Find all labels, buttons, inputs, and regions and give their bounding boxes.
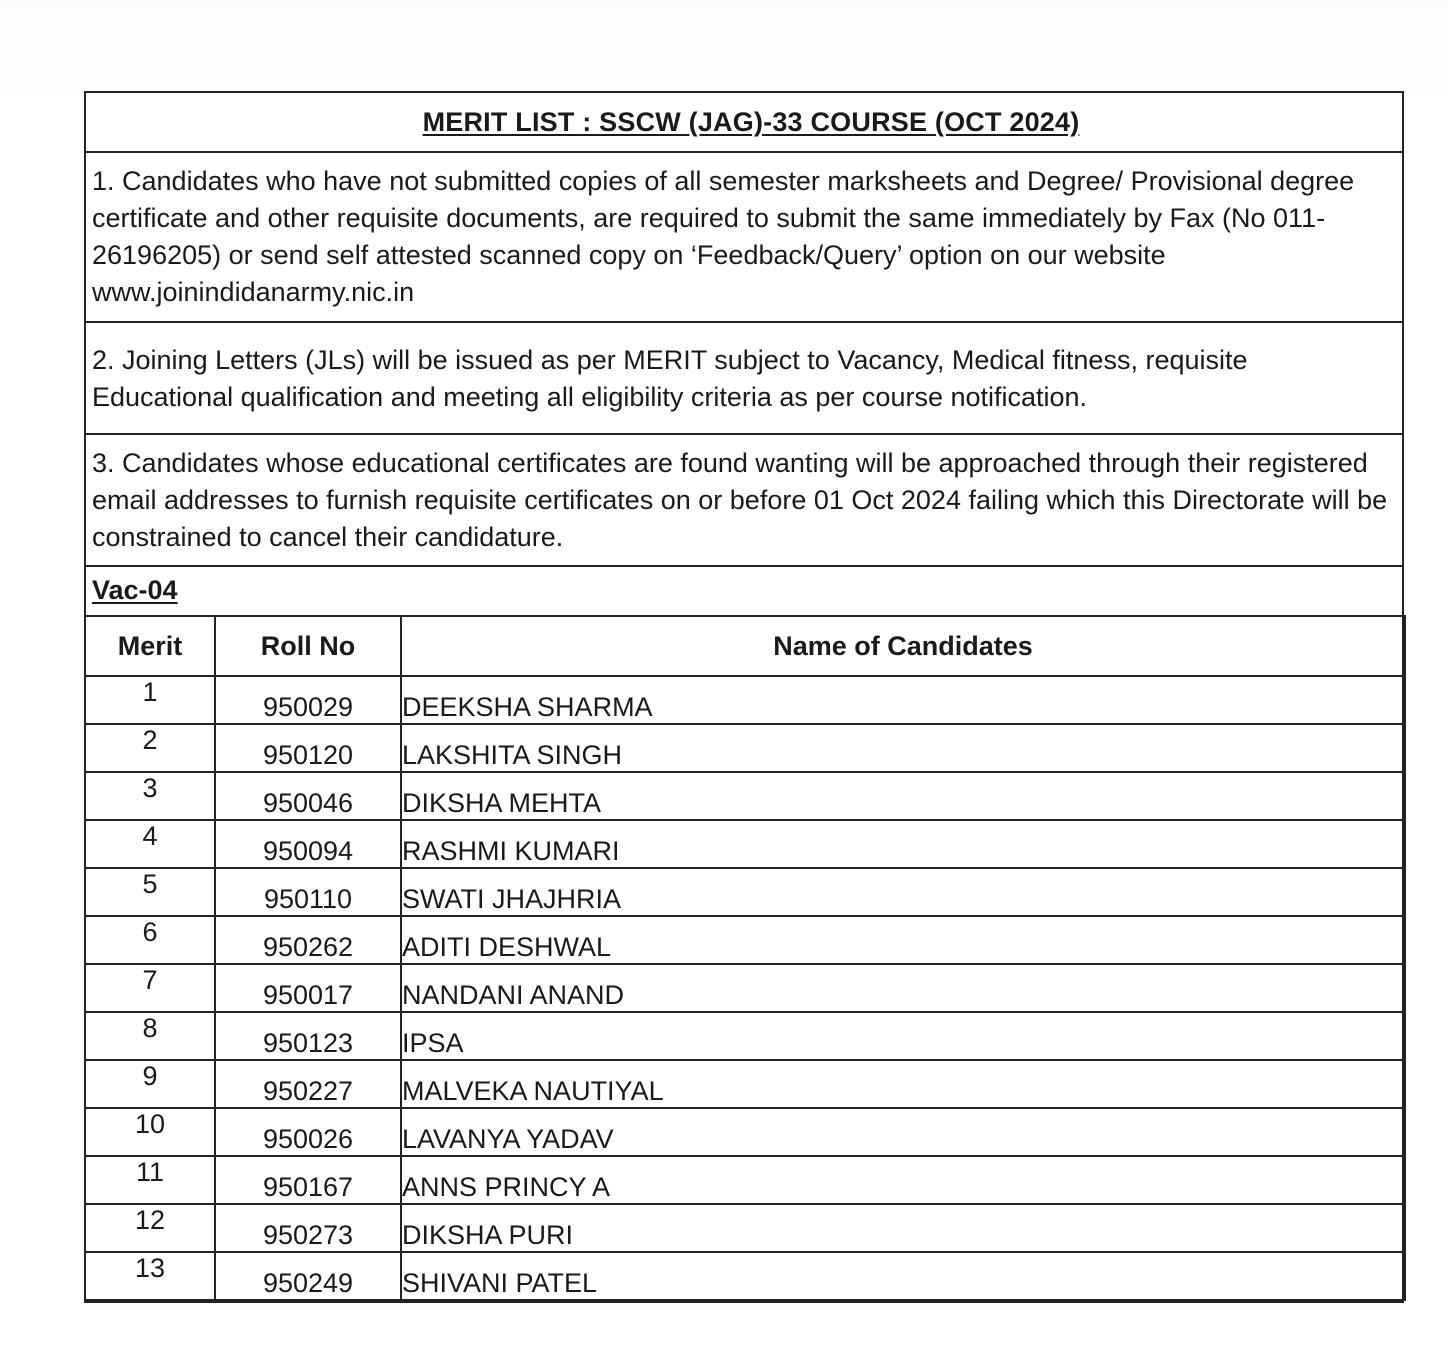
candidate-name-cell: NANDANI ANAND (401, 964, 1405, 1012)
roll-no-cell: 950262 (215, 916, 401, 964)
candidate-name-cell: DIKSHA PURI (401, 1204, 1405, 1252)
table-row (85, 1012, 1405, 1060)
candidate-name-cell: SWATI JHAJHRIA (401, 868, 1405, 916)
candidate-name-cell: MALVEKA NAUTIYAL (401, 1060, 1405, 1108)
candidate-name-cell: SHIVANI PATEL (401, 1252, 1405, 1300)
table-row (85, 1252, 1405, 1300)
roll-no-cell: 950046 (215, 772, 401, 820)
header-roll-no: Roll No (215, 616, 401, 676)
roll-no-cell: 950123 (215, 1012, 401, 1060)
merit-cell: 7 (85, 964, 215, 1012)
merit-cell: 8 (85, 1012, 215, 1060)
roll-no-cell: 950029 (215, 676, 401, 724)
roll-no-cell: 950167 (215, 1156, 401, 1204)
roll-no-cell: 950110 (215, 868, 401, 916)
table-row (85, 676, 1405, 724)
merit-cell: 13 (85, 1252, 215, 1300)
note-educational-certificates: 3. Candidates whose educational certificates are found wanting will be approached through their registered email addresses to furnish requisite certificates on or before 01 Oct 2024 failing which this Directorate will be constrained to cancel their candidature. (86, 435, 1402, 567)
merit-cell: 5 (85, 868, 215, 916)
merit-cell: 2 (85, 724, 215, 772)
table-body (85, 676, 1405, 1300)
vacancy-label: Vac-04 (92, 575, 178, 605)
roll-no-cell: 950026 (215, 1108, 401, 1156)
candidate-name-cell: LAKSHITA SINGH (401, 724, 1405, 772)
roll-no-cell: 950017 (215, 964, 401, 1012)
candidate-name-cell: IPSA (401, 1012, 1405, 1060)
candidate-name-cell: LAVANYA YADAV (401, 1108, 1405, 1156)
table-row (85, 916, 1405, 964)
merit-cell: 1 (85, 676, 215, 724)
table-row (85, 820, 1405, 868)
merit-cell: 6 (85, 916, 215, 964)
vacancy-row (86, 567, 1402, 615)
roll-no-cell: 950273 (215, 1204, 401, 1252)
table-row (85, 964, 1405, 1012)
note-documents-submission: 1. Candidates who have not submitted copies of all semester marksheets and Degree/ Provisional degree certificate and other requisite documents, are required to submit the same immediately by Fax (No 011-26196205) or send self attested scanned copy on ‘Feedback/Query’ option on our website www.joinindidanarmy.nic.in (86, 153, 1402, 323)
merit-cell: 3 (85, 772, 215, 820)
candidate-name-cell: RASHMI KUMARI (401, 820, 1405, 868)
candidate-name-cell: DIKSHA MEHTA (401, 772, 1405, 820)
page-title: MERIT LIST : SSCW (JAG)-33 COURSE (OCT 2024) (422, 106, 1080, 137)
header-merit: Merit (85, 616, 215, 676)
table-row (85, 1156, 1405, 1204)
table-header-row (85, 616, 1405, 676)
merit-cell: 12 (85, 1204, 215, 1252)
candidate-name-cell: ADITI DESHWAL (401, 916, 1405, 964)
note-joining-letters: 2. Joining Letters (JLs) will be issued as per MERIT subject to Vacancy, Medical fitness, requisite Educational qualification and meeting all eligibility criteria as per course notification. (86, 323, 1402, 435)
roll-no-cell: 950094 (215, 820, 401, 868)
table-row (85, 1108, 1405, 1156)
table-row (85, 1060, 1405, 1108)
candidate-name-cell: DEEKSHA SHARMA (401, 676, 1405, 724)
merit-cell: 9 (85, 1060, 215, 1108)
merit-cell: 11 (85, 1156, 215, 1204)
roll-no-cell: 950227 (215, 1060, 401, 1108)
merit-table (84, 615, 1406, 1301)
table-row (85, 724, 1405, 772)
header-name: Name of Candidates (401, 616, 1405, 676)
table-row (85, 772, 1405, 820)
merit-list-document (84, 91, 1404, 1303)
candidate-name-cell: ANNS PRINCY A (401, 1156, 1405, 1204)
table-row (85, 1204, 1405, 1252)
title-row (86, 93, 1402, 153)
merit-cell: 10 (85, 1108, 215, 1156)
merit-cell: 4 (85, 820, 215, 868)
table-row (85, 868, 1405, 916)
roll-no-cell: 950249 (215, 1252, 401, 1300)
roll-no-cell: 950120 (215, 724, 401, 772)
